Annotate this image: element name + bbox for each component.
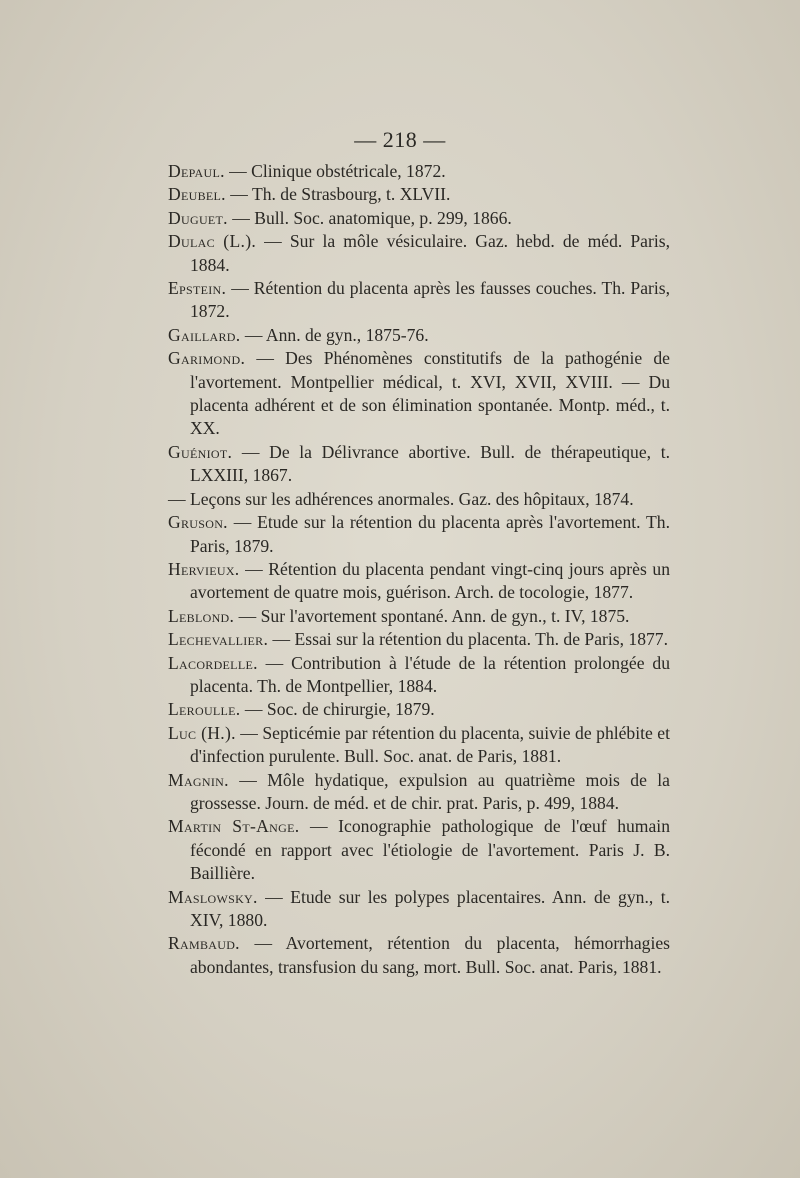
reference-text: — Môle hydatique, expulsion au quatrième mois de la grossesse. Journ. de méd. et de chir. prat. Paris, p. 499, 1884. (190, 769, 670, 813)
reference-entry (168, 698, 670, 721)
reference-author: Maslowsky. (168, 886, 258, 907)
reference-text: — Bull. Soc. anatomique, p. 299, 1866. (227, 207, 512, 228)
reference-entry (168, 886, 670, 933)
reference-entry (168, 511, 670, 558)
reference-entry (168, 652, 670, 699)
reference-entry (168, 347, 670, 441)
reference-entry (168, 207, 670, 230)
reference-text: — Avortement, rétention du placenta, hémorrhagies abondantes, transfusion du sang, mort. Bull. Soc. anat. Paris, 1881. (190, 933, 670, 977)
reference-author: Lacordelle. (168, 652, 258, 673)
reference-entry (168, 815, 670, 885)
reference-author: Depaul. (168, 161, 225, 181)
reference-author: Rambaud. (168, 933, 240, 954)
reference-entry (168, 277, 670, 324)
reference-entry (168, 722, 670, 769)
reference-text: — Etude sur les polypes placentaires. Ann. de gyn., t. XIV, 1880. (190, 886, 670, 930)
reference-author: Garimond. (168, 348, 246, 369)
reference-author: Duguet. (168, 207, 228, 228)
reference-entry (168, 324, 670, 347)
reference-text: — Th. de Strasbourg, t. XLVII. (225, 184, 451, 205)
reference-entry (168, 441, 670, 488)
reference-text: — Leçons sur les adhérences anormales. Gaz. des hôpitaux, 1874. (168, 488, 634, 509)
reference-author: Hervieux. (168, 558, 240, 579)
reference-text: — De la Délivrance abortive. Bull. de thérapeutique, t. LXXIII, 1867. (190, 441, 670, 486)
reference-text: — Rétention du placenta après les fausses couches. Th. Paris, 1872. (190, 278, 670, 322)
bibliography-list (168, 160, 670, 979)
reference-author: Leblond. (168, 605, 235, 626)
reference-text: — Des Phénomènes constitutifs de la pathogénie de l'avortement. Montpellier médical, t. XVI, XVII, XVIII. — Du placenta adhérent et de son élimination spontanée. Montp. méd., t. XX. (190, 348, 670, 439)
reference-entry (168, 183, 670, 206)
reference-text: — Contribution à l'étude de la rétention prolongée du placenta. Th. de Montpellier, 1884. (190, 652, 670, 696)
reference-author: Lechevallier. (168, 629, 269, 650)
reference-text: — Sur l'avortement spontané. Ann. de gyn., t. IV, 1875. (234, 605, 630, 626)
reference-author: Magnin. (168, 769, 229, 790)
reference-entry (168, 628, 670, 651)
reference-entry (168, 558, 670, 605)
reference-author: Gruson. (168, 512, 228, 533)
page-number: — 218 — (354, 127, 446, 152)
reference-entry (168, 769, 670, 816)
reference-text: — Iconographie pathologique de l'œuf humain fécondé en rapport avec l'étiologie de l'avortement. Paris J. B. Baillière. (190, 816, 670, 884)
reference-entry (168, 230, 670, 277)
reference-entry (168, 488, 670, 511)
reference-text: — Septicémie par rétention du placenta, suivie de phlébite et d'infection purulente. Bull. Soc. anat. de Paris, 1881. (190, 722, 670, 767)
reference-text: — Essai sur la rétention du placenta. Th. de Paris, 1877. (268, 629, 669, 650)
reference-author: Martin St-Ange. (168, 816, 300, 837)
reference-text: — Rétention du placenta pendant vingt-cinq jours après un avortement de quatre mois, guérison. Arch. de tocologie, 1877. (190, 558, 670, 603)
reference-author: Luc (H.). (168, 722, 236, 743)
reference-entry (168, 605, 670, 628)
reference-entry (168, 160, 670, 183)
reference-text: — Etude sur la rétention du placenta après l'avortement. Th. Paris, 1879. (190, 512, 670, 556)
reference-author: Guéniot. (168, 441, 233, 462)
reference-text: — Sur la môle vésiculaire. Gaz. hebd. de méd. Paris, 1884. (190, 231, 670, 275)
reference-text: — Ann. de gyn., 1875-76. (240, 324, 429, 345)
reference-author: Epstein. (168, 278, 227, 299)
reference-text: — Clinique obstétricale, 1872. (224, 161, 446, 181)
reference-author: Gaillard. (168, 324, 241, 345)
reference-entry (168, 932, 670, 979)
reference-text: — Soc. de chirurgie, 1879. (240, 699, 435, 720)
reference-author: Deubel. (168, 184, 226, 205)
reference-author: Dulac (L.). (168, 231, 257, 252)
reference-author: Leroulle. (168, 699, 241, 720)
